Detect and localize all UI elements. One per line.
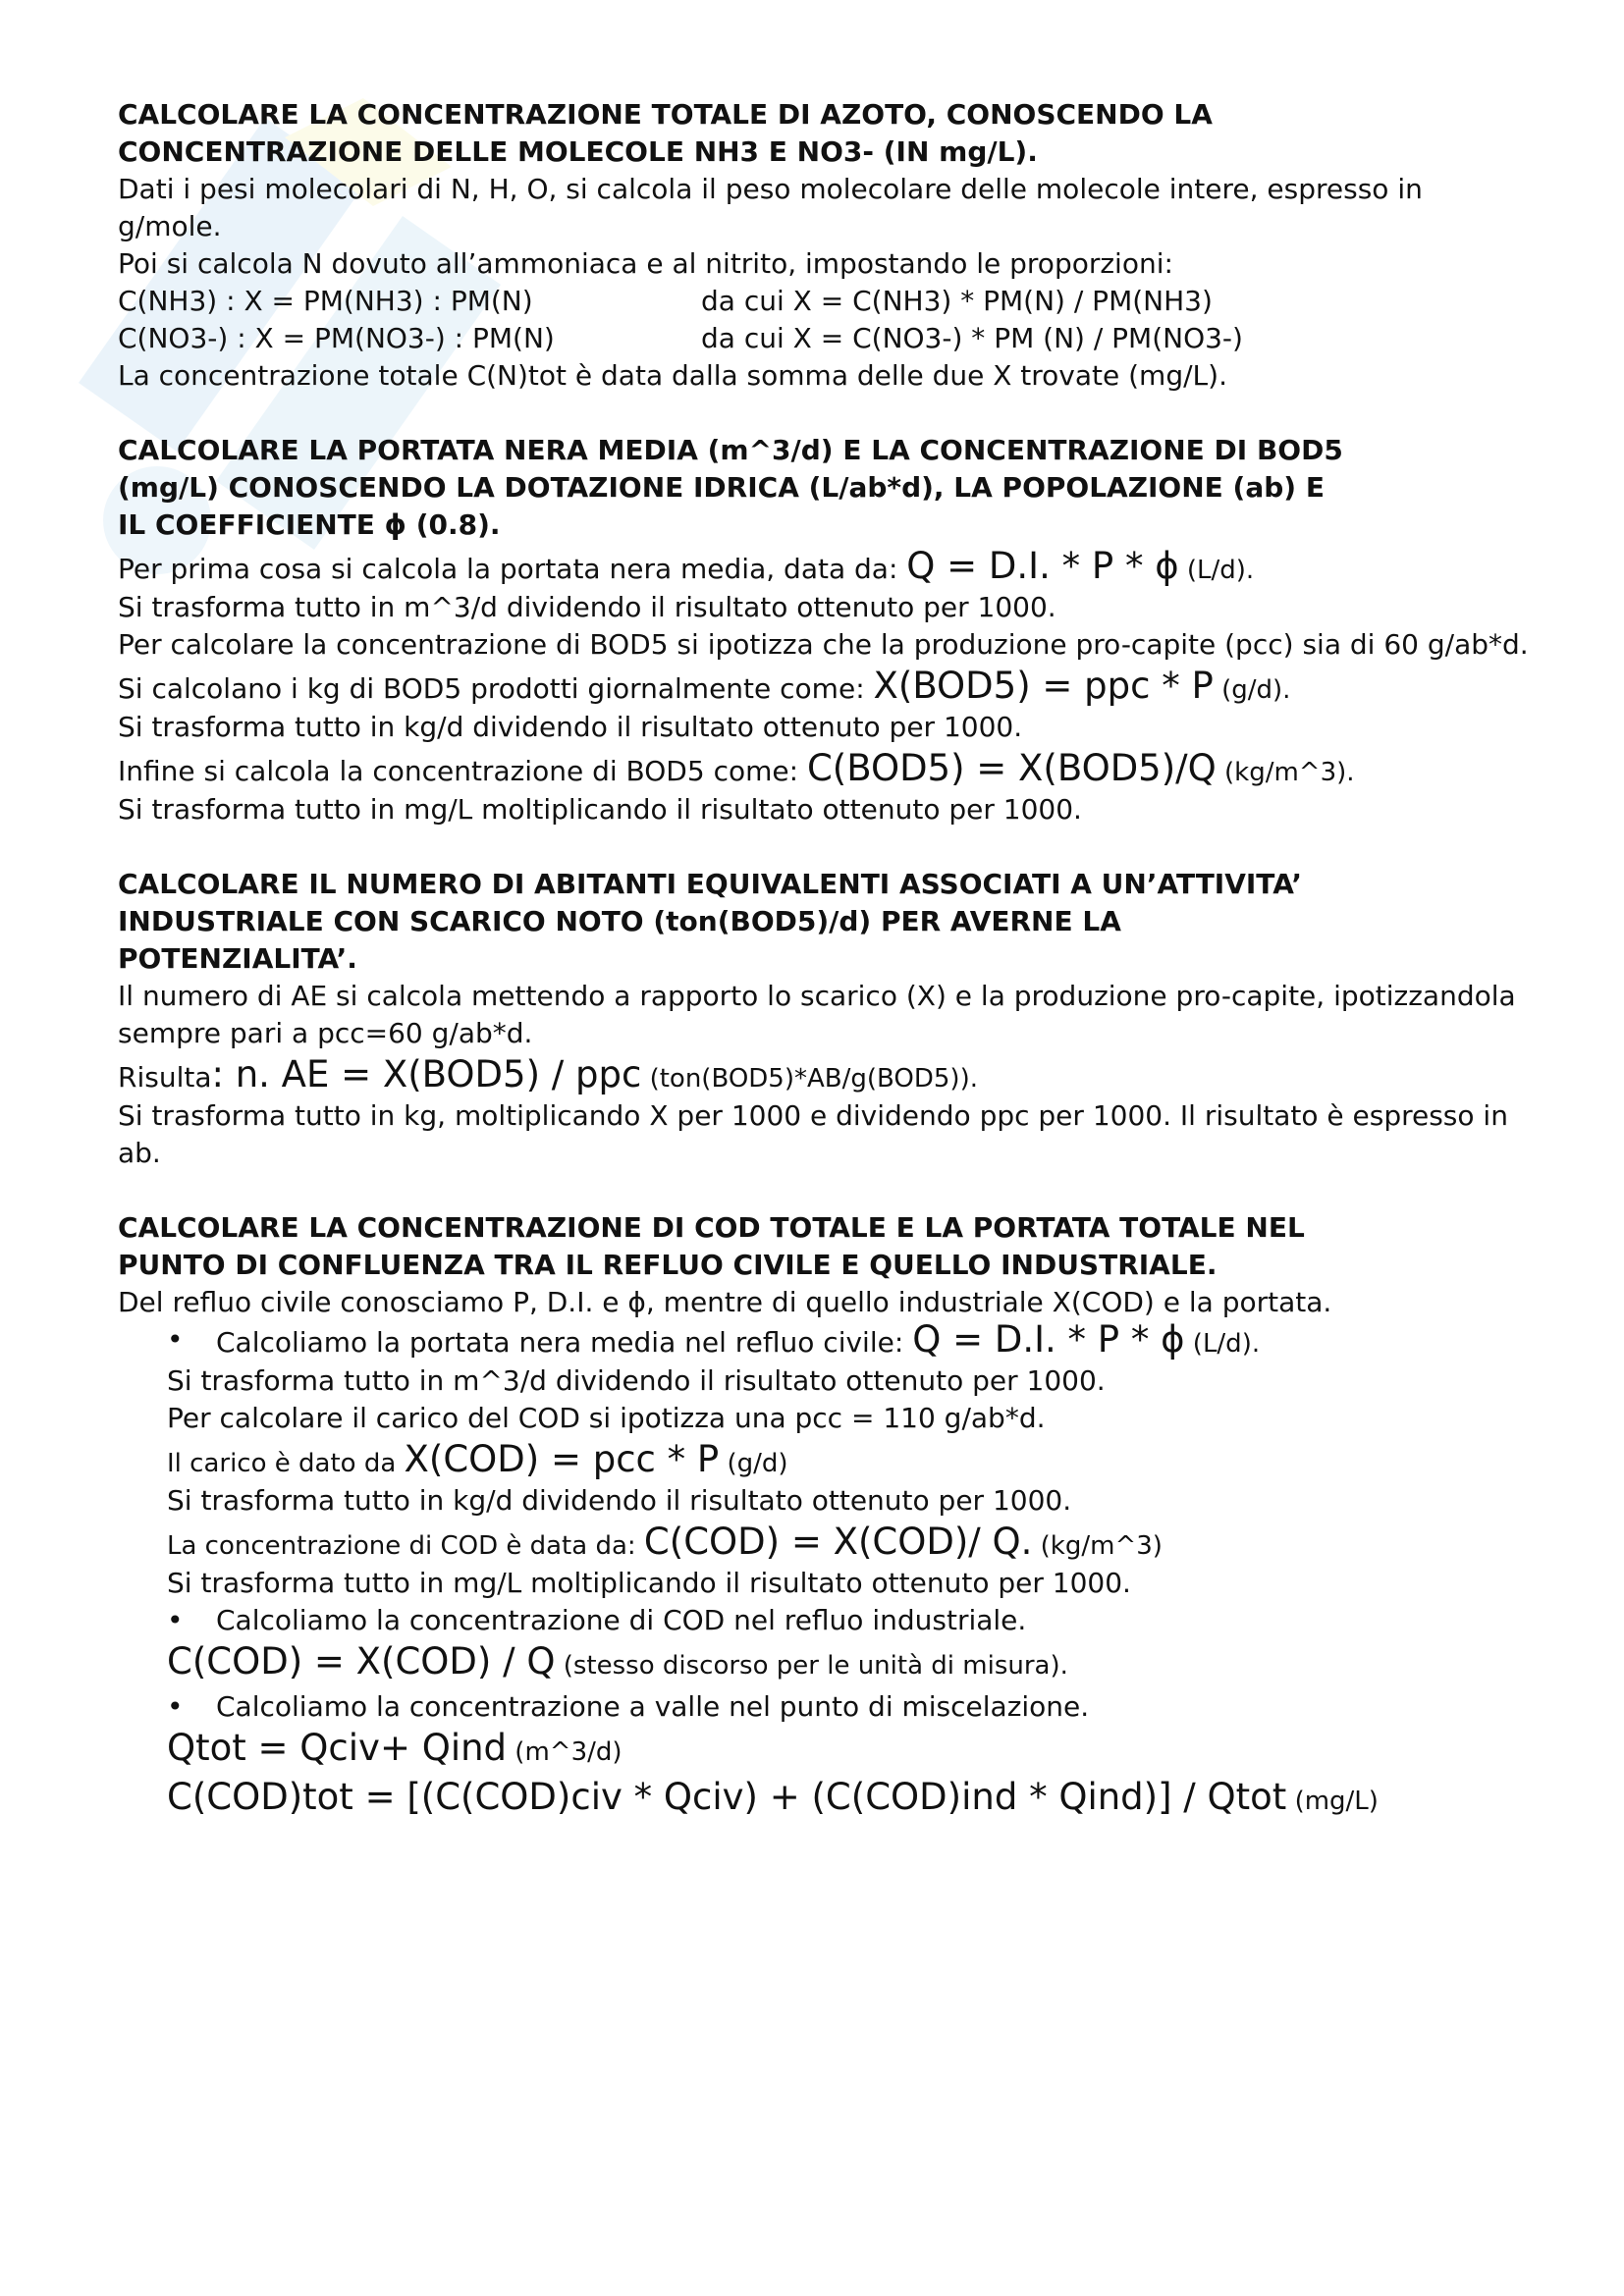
formula-line: [118, 1639, 1532, 1688]
formula-line: [118, 747, 1532, 791]
paragraph: Si trasforma tutto in m^3/d dividendo il risultato ottenuto per 1000.: [118, 591, 1056, 623]
formula-line: [118, 667, 1532, 709]
formula: Q = D.I. * P * ϕ: [906, 545, 1179, 587]
title-line: (mg/L) CONOSCENDO LA DOTAZIONE IDRICA (L/ab*d), LA POPOLAZIONE (ab) E: [118, 471, 1325, 504]
paragraph: Del refluo civile conosciamo P, D.I. e ϕ, mentre di quello industriale X(COD) e la portata.: [118, 1286, 1332, 1318]
title-line: INDUSTRIALE CON SCARICO NOTO (ton(BOD5)/d) PER AVERNE LA: [118, 905, 1121, 937]
text: Il carico è dato da: [167, 1449, 405, 1478]
formula: C(COD) = X(COD)/ Q.: [643, 1521, 1033, 1563]
text: Per prima cosa si calcola la portata nera media, data da:: [118, 553, 907, 585]
section-azoto: [118, 96, 1532, 395]
paragraph: Dati i pesi molecolari di N, H, O, si calcola il peso molecolare delle molecole intere, espresso in g/mole.: [118, 173, 1432, 242]
section-cod-totale: [118, 1209, 1532, 1824]
section-abitanti-equivalenti: [118, 866, 1532, 1172]
paragraph: Si trasforma tutto in mg/L moltiplicando il risultato ottenuto per 1000.: [118, 793, 1082, 826]
title-line: IL COEFFICIENTE ϕ (0.8).: [118, 508, 501, 541]
unit: (stesso discorso per le unità di misura).: [555, 1651, 1068, 1681]
unit: (ton(BOD5)*AB/g(BOD5)).: [641, 1064, 978, 1094]
title-line: CALCOLARE LA PORTATA NERA MEDIA (m^3/d) E LA CONCENTRAZIONE DI BOD5: [118, 434, 1343, 466]
paragraph: Si trasforma tutto in kg, moltiplicando X per 1000 e dividendo ppc per 1000. Il risultato è espresso in ab.: [118, 1099, 1517, 1169]
text: Infine si calcola la concentrazione di BOD5 come:: [118, 755, 807, 787]
paragraph: Il numero di AE si calcola mettendo a rapporto lo scarico (X) e la produzione pro-capite, ipotizzandola sempre pari a pcc=60 g/ab*d.: [118, 980, 1525, 1049]
paragraph: Si trasforma tutto in m^3/d dividendo il risultato ottenuto per 1000.: [167, 1364, 1106, 1397]
title-line: CALCOLARE IL NUMERO DI ABITANTI EQUIVALENTI ASSOCIATI A UN’ATTIVITA’: [118, 868, 1302, 900]
formula: X(COD) = pcc * P: [404, 1438, 720, 1480]
unit: (kg/m^3): [1032, 1531, 1163, 1561]
text: La concentrazione di COD è data da:: [167, 1531, 644, 1561]
section-title: [118, 866, 1532, 978]
paragraph: Si trasforma tutto in kg/d dividendo il risultato ottenuto per 1000.: [167, 1484, 1072, 1517]
text: Risulta: [118, 1061, 212, 1094]
formula: Q = D.I. * P * ϕ: [912, 1318, 1185, 1361]
title-line: CALCOLARE LA CONCENTRAZIONE DI COD TOTALE E LA PORTATA TOTALE NEL: [118, 1211, 1305, 1244]
text: Calcoliamo la concentrazione a valle nel punto di miscelazione.: [216, 1690, 1090, 1723]
paragraph: Per calcolare il carico del COD si ipotizza una pcc = 110 g/ab*d.: [167, 1402, 1046, 1434]
paragraph: Si trasforma tutto in kg/d dividendo il risultato ottenuto per 1000.: [118, 711, 1023, 743]
proportion-row: [118, 320, 1532, 357]
proportion: C(NO3-) : X = PM(NO3-) : PM(N): [118, 322, 555, 354]
document-page: [118, 96, 1532, 1861]
unit: (kg/m^3).: [1216, 758, 1355, 787]
unit: (mg/L): [1286, 1787, 1379, 1816]
title-line: CONCENTRAZIONE DELLE MOLECOLE NH3 E NO3- (IN mg/L).: [118, 135, 1038, 168]
title-line: POTENZIALITA’.: [118, 942, 357, 975]
formula-line: [118, 1726, 1532, 1775]
unit: (g/d).: [1213, 675, 1291, 705]
paragraph: La concentrazione totale C(N)tot è data dalla somma delle due X trovate (mg/L).: [118, 359, 1227, 392]
formula: C(COD) = X(COD) / Q: [167, 1640, 556, 1682]
formula: X(BOD5) = ppc * P: [873, 665, 1214, 707]
proportion-result: da cui X = C(NH3) * PM(N) / PM(NH3): [701, 285, 1213, 317]
title-line: PUNTO DI CONFLUENZA TRA IL REFLUO CIVILE E QUELLO INDUSTRIALE.: [118, 1249, 1218, 1281]
formula-line: [118, 1775, 1532, 1824]
proportion: C(NH3) : X = PM(NH3) : PM(N): [118, 285, 533, 317]
section-portata-bod5: [118, 432, 1532, 828]
paragraph: Si trasforma tutto in mg/L moltiplicando il risultato ottenuto per 1000.: [167, 1567, 1131, 1599]
unit: (m^3/d): [507, 1737, 623, 1767]
formula: : n. AE = X(BOD5) / ppc: [211, 1053, 642, 1095]
unit: (L/d).: [1178, 556, 1255, 585]
unit: (g/d): [719, 1449, 788, 1478]
bullet-item: [118, 1602, 1532, 1639]
title-line: CALCOLARE LA CONCENTRAZIONE TOTALE DI AZOTO, CONOSCENDO LA: [118, 98, 1213, 131]
text: Calcoliamo la concentrazione di COD nel refluo industriale.: [216, 1604, 1027, 1636]
bullet-item: [118, 1318, 1532, 1362]
formula: Qtot = Qciv+ Qind: [167, 1727, 508, 1769]
paragraph: Per calcolare la concentrazione di BOD5 si ipotizza che la produzione pro-capite (pcc) sia di 60 g/ab*d.: [118, 628, 1529, 661]
text: Calcoliamo la portata nera media nel refluo civile:: [216, 1326, 913, 1359]
section-title: [118, 432, 1532, 544]
bullet-item: [118, 1688, 1532, 1726]
formula-line: [118, 1438, 1532, 1482]
text: Si calcolano i kg di BOD5 prodotti giornalmente come:: [118, 672, 874, 705]
paragraph: Poi si calcola N dovuto all’ammoniaca e al nitrito, impostando le proporzioni:: [118, 247, 1173, 280]
formula-line: [118, 545, 1532, 589]
formula-line: [118, 1053, 1532, 1097]
proportion-result: da cui X = C(NO3-) * PM (N) / PM(NO3-): [701, 322, 1243, 354]
proportion-row: [118, 283, 1532, 320]
formula: C(COD)tot = [(C(COD)civ * Qciv) + (C(COD)ind * Qind)] / Qtot: [167, 1776, 1287, 1818]
section-title: [118, 1209, 1532, 1284]
section-title: [118, 96, 1532, 171]
formula: C(BOD5) = X(BOD5)/Q: [806, 747, 1217, 789]
formula-line: [118, 1523, 1532, 1565]
unit: (L/d).: [1184, 1329, 1261, 1359]
